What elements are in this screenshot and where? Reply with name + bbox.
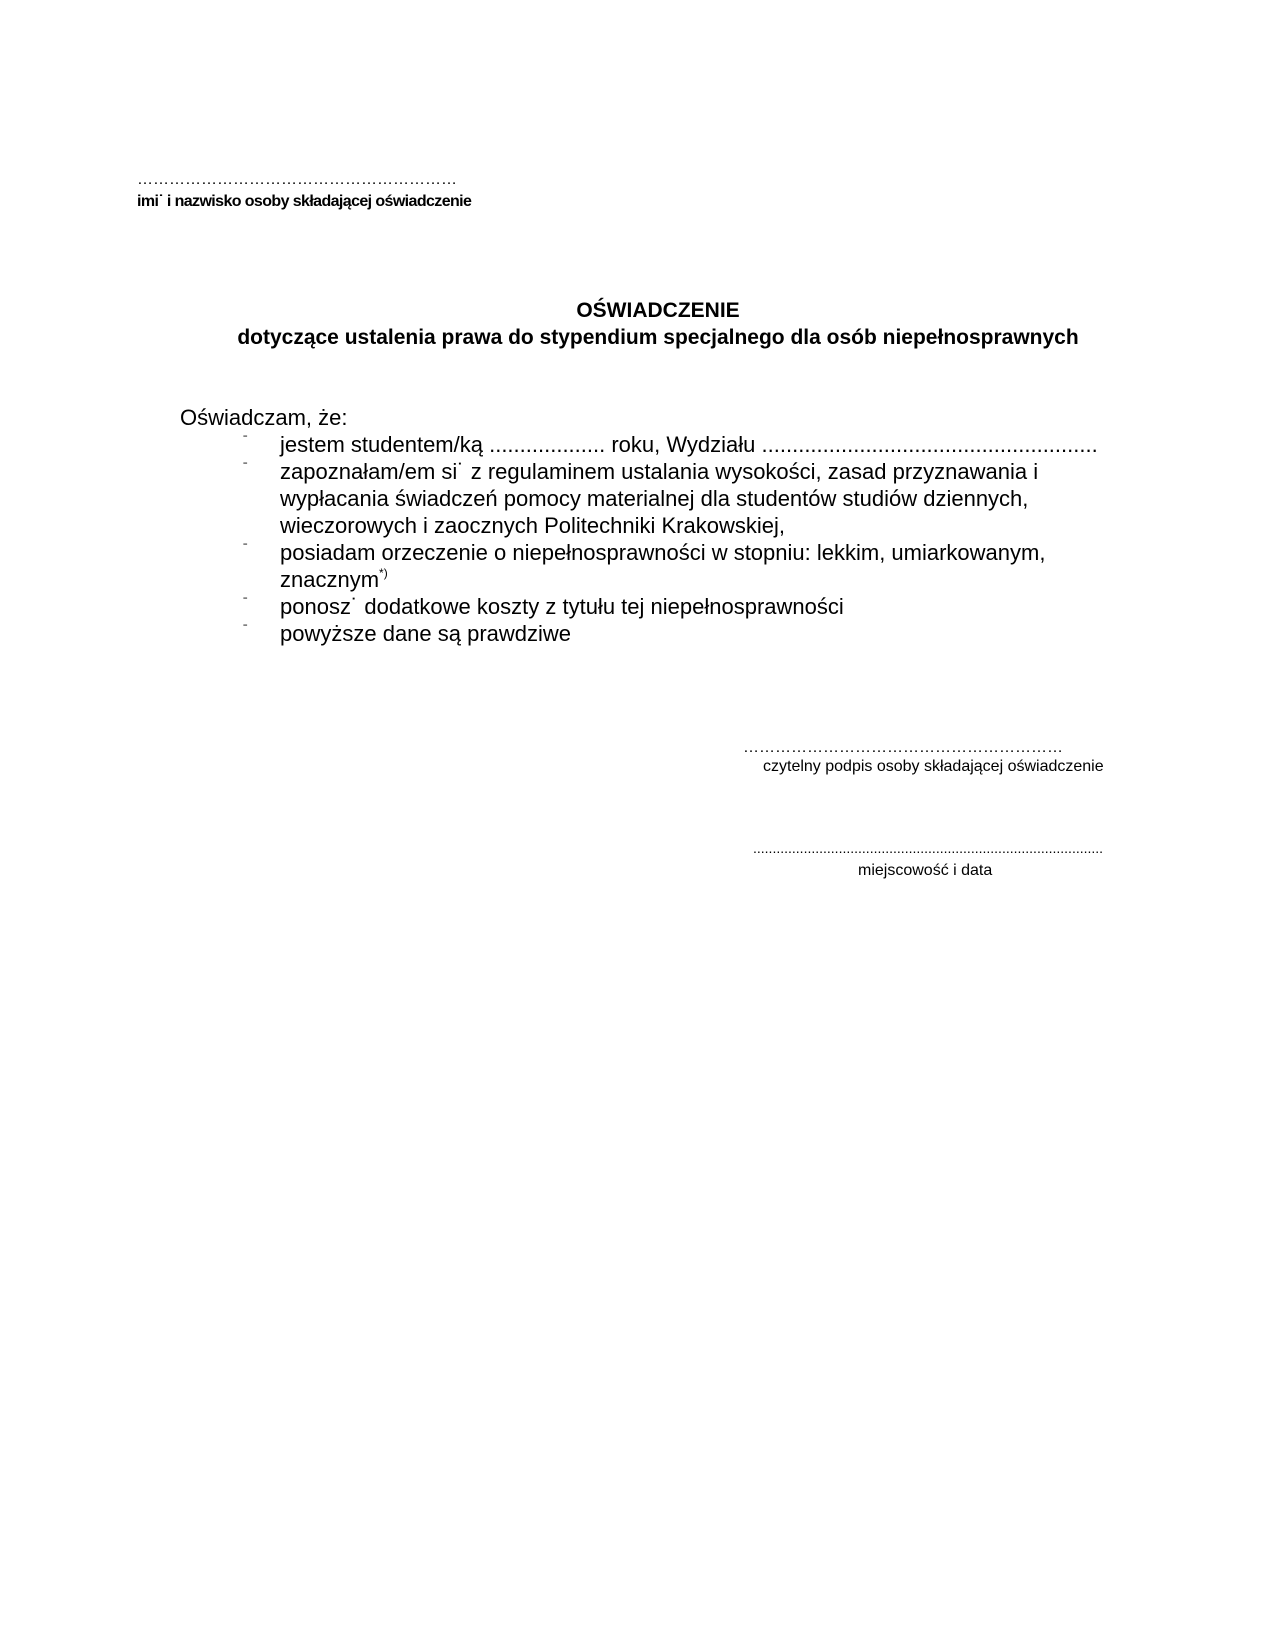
list-item-text: posiadam orzeczenie o niepełnosprawności w stopniu: lekkim, umiarkowanym, <box>280 540 1046 565</box>
list-item-text: zapoznałam/em si˙ z regulaminem ustalania wysokości, zasad przyznawania i <box>280 459 1039 484</box>
bullet-dash-icon: ˉ <box>243 621 248 637</box>
signature-dotted-line: …………………………………………………… <box>743 739 1063 756</box>
list-item-text: znacznym*) <box>280 566 388 592</box>
list-item-text: jestem studentem/ką ................... roku, Wydziału ....................................................... <box>280 432 1098 457</box>
list-item-text: powyższe dane są prawdziwe <box>280 621 572 646</box>
place-date-dotted-line: .......................................................................................... <box>753 840 1104 856</box>
bullet-dash-icon: ˉ <box>243 594 248 610</box>
document-subtitle: dotyczące ustalenia prawa do stypendium specjalnego dla osób niepełnosprawnych <box>237 326 1079 349</box>
list-item-text: ponosz˙ dodatkowe koszty z tytułu tej niepełnosprawności <box>280 594 844 619</box>
bullet-dash-icon: ˉ <box>243 432 248 448</box>
name-field-dotted-line: …………………………………………………… <box>137 171 457 188</box>
name-field-label: imi˙ i nazwisko osoby składającej oświadczenie <box>137 193 472 210</box>
bullet-dash-icon: ˉ <box>243 540 248 556</box>
signature-label: czytelny podpis osoby składającej oświadczenie <box>763 758 1104 775</box>
list-item-text: wypłacania świadczeń pomocy materialnej dla studentów studiów dziennych, <box>280 486 1029 511</box>
document-title: OŚWIADCZENIE <box>576 299 740 322</box>
place-date-label: miejscowość i data <box>858 862 993 879</box>
bullet-dash-icon: ˉ <box>243 459 248 475</box>
list-item-text: wieczorowych i zaocznych Politechniki Krakowskiej, <box>280 513 785 538</box>
footnote-mark: *) <box>379 566 388 580</box>
declaration-intro: Oświadczam, że: <box>180 405 348 430</box>
